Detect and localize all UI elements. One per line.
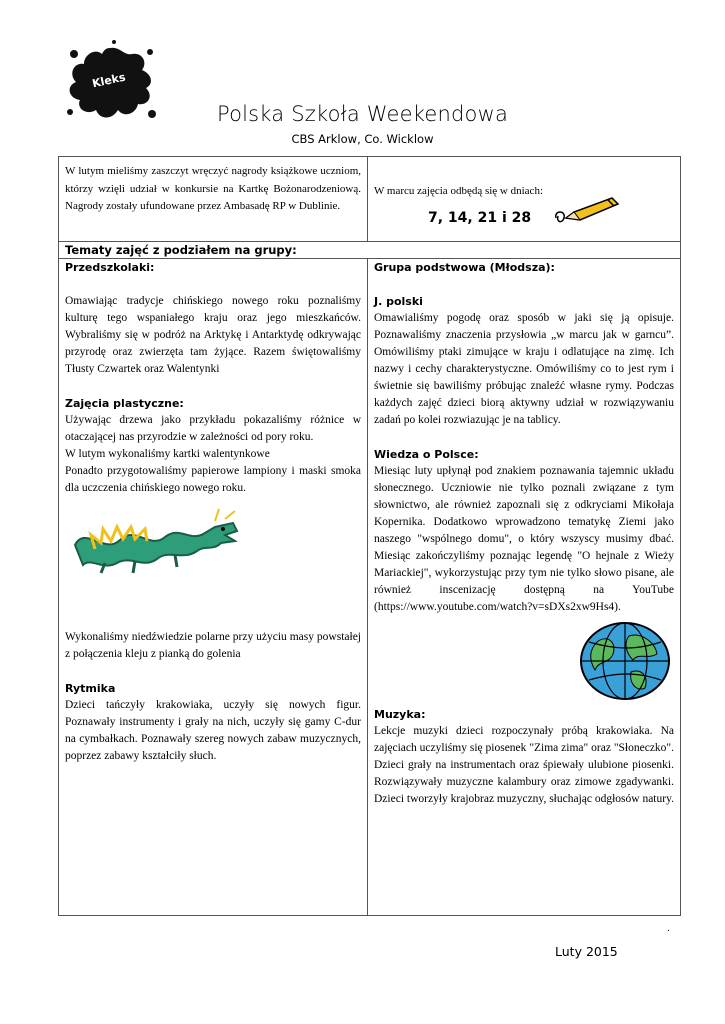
globe-image [577,620,673,702]
groups-row [59,259,681,916]
art-text-1: Używając drzewa jako przykładu pokazaliśmy różnice w otaczającej nas przyrodzie w zależności od pory roku. [65,414,361,443]
right-column [368,259,681,916]
content-table [58,156,681,916]
dragon-image [65,505,245,577]
rhythm-heading: Rytmika [65,682,116,695]
knowledge-text: Miesiąc luty upłynął pod znakiem poznawania tajemnic układu słonecznego. Uczniowie nie tylko poznali związane z tym słownictwo, ale również zapoznali się z odkryciami Mikołaja Kopernika. Dodatkowo wprowadzono tematykę Ziemi jako naszego "wspólnego domu", o który wszyscy musimy dbać. Miesiąc zakończyliśmy poznając legendę "O hejnale z Wieży Mariackiej", wykorzystując przy tym nie tylko słowo pisane, ale również inscenizację dostępną na YouTube (https://www.youtube.com/watch?v=sDXs2xw9Hs4). [374,465,674,613]
march-dates: 7, 14, 21 i 28 [428,210,532,226]
page-title: Polska Szkoła Weekendowa [216,102,509,126]
intro-left-text: W lutym mieliśmy zaszczyt wręczyć nagrody książkowe uczniom, którzy wzięli udział w konkursie na Kartkę Bożonarodzeniową. Nagrody zostały ufundowane przez Ambasadę RP w Dublinie. [65,165,361,212]
topics-heading: Tematy zajęć z podziałem na grupy: [59,242,681,259]
page-subtitle: CBS Arklow, Co. Wicklow [291,132,434,146]
art-text-2: W lutym wykonaliśmy kartki walentynkowe [65,448,270,460]
knowledge-heading: Wiedza o Polsce: [374,448,479,461]
rhythm-text: Dzieci tańczyły krakowiaka, uczyły się nowych figur. Poznawały instrumenty i grały na nich, uczyły się gamy C-dur na cymbałkach. Poznawały szereg nowych zabaw muzycznych, poprzez zabawy kształciły słuch. [65,699,361,762]
polish-text: Omawialiśmy pogodę oraz sposób w jaki się ją opisuje. Poznawaliśmy znaczenia przysłowia „w marcu jak w garncu”. Omówiliśmy ptaki zimujące w kraju i odlatujące na zimę. Ich nazwy i cechy charakterystyczne. Omówiliśmy co to jest rym i świetnie się bawiliśmy próbując znaleźć własne rymy. Podczas każdych zajęć dzieci biorą aktywny udział w rozwiązywaniu zadań po kolei rozwiazując je na tablicy. [374,312,674,426]
intro-right-text: W marcu zajęcia odbędą się w dniach: [374,185,543,197]
preschool-heading: Przedszkolaki: [65,261,155,274]
footnote-dot: . [667,924,670,934]
topics-row [59,242,681,259]
art-heading: Zajęcia plastyczne: [65,397,184,410]
pencil-icon [552,196,622,226]
intro-left-cell [59,157,368,242]
group-heading: Grupa podstwowa (Młodsza): [374,261,555,274]
logo-text: Kleks [91,70,127,91]
art-text-3: Ponadto przygotowaliśmy papierowe lampiony i maski smoka dla uczczenia chińskiego nowego roku. [65,465,361,494]
polish-heading: J. polski [374,295,423,308]
left-column [59,259,368,916]
intro-right-cell [368,157,681,242]
music-heading: Muzyka: [374,708,426,721]
music-text: Lekcje muzyki dzieci rozpoczynały próbą krakowiaka. Na zajęciach uczyliśmy się piosenek "Zima zima" oraz "Słoneczko". Dzieci grały na instrumentach oraz śpiewały ulubione piosenki. Rozwiązywały muzyczne kalambury oraz zimowe zgadywanki. Dzieci tworzyły krajobraz muzyczny, słuchając odgłosów natury. [374,725,674,805]
preschool-text: Omawiając tradycje chińskiego nowego roku poznaliśmy kulturę tego wspaniałego kraju oraz jego mieszkańców. Wybraliśmy się w podróż na Arktykę i Antarktydę odkrywając przyrodę oraz zwierzęta tam żyjące. Razem świętowaliśmy Tłusty Czwartek oraz Walentynki [65,295,361,375]
footer-date: Luty 2015 [555,944,618,959]
bears-text: Wykonaliśmy niedźwiedzie polarne przy użyciu masy powstałej z połączenia kleju z pianką do golenia [65,631,361,660]
